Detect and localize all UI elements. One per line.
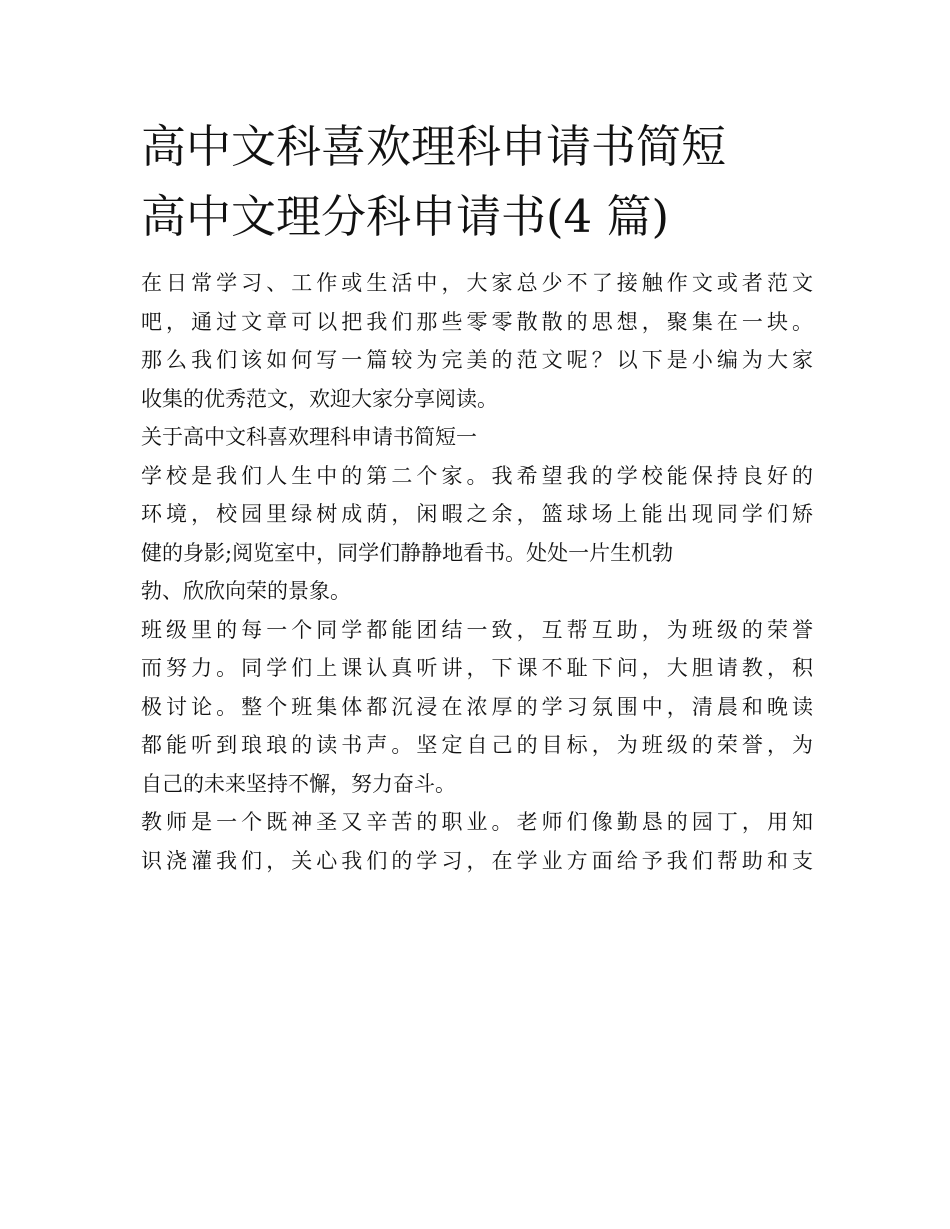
text-line: 班级里的每一个同学都能团结一致，互帮互助，为班级的荣誉: [141, 617, 813, 642]
document-body: [141, 264, 813, 880]
text-line: 教师是一个既神圣又辛苦的职业。老师们像勤恳的园丁，用知: [141, 810, 813, 834]
text-line: 收集的优秀范文，欢迎大家分享阅读。: [141, 386, 498, 411]
paragraph-teachers: [141, 803, 813, 880]
text-line: 而努力。同学们上课认真听讲，下课不耻下问，大胆请教，积: [141, 656, 813, 680]
paragraph-intro: [141, 264, 813, 418]
text-line: 都能听到琅琅的读书声。坚定自己的目标，为班级的荣誉，为: [141, 733, 813, 757]
document-title: [141, 112, 813, 252]
text-line: 自己的未来坚持不懈，努力奋斗。: [141, 771, 456, 796]
text-line: 关于高中文科喜欢理科申请书简短一: [141, 425, 477, 449]
text-line: 识浇灌我们，关心我们的学习，在学业方面给予我们帮助和支: [141, 848, 813, 873]
text-line: 极讨论。整个班集体都沉浸在浓厚的学习氛围中，清晨和晚读: [141, 694, 813, 719]
text-line: 健的身影;阅览室中，同学们静静地看书。处处一片生机勃: [141, 540, 674, 565]
title-line: 高中文科喜欢理科申请书简短: [141, 120, 727, 173]
section-heading: [141, 418, 813, 457]
text-line: 勃、欣欣向荣的景象。: [141, 579, 351, 603]
text-line: 环境，校园里绿树成荫，闲暇之余，篮球场上能出现同学们矫: [141, 502, 813, 526]
document-page: [141, 112, 813, 880]
title-line: 高中文理分科申请书(4 篇): [141, 190, 670, 243]
text-line: 在日常学习、工作或生活中，大家总少不了接触作文或者范文: [141, 271, 813, 295]
paragraph-class: [141, 611, 813, 804]
text-line: 学校是我们人生中的第二个家。我希望我的学校能保持良好的: [141, 463, 813, 488]
text-line: 吧，通过文章可以把我们那些零零散散的思想，聚集在一块。: [141, 309, 813, 334]
paragraph-school: [141, 457, 813, 611]
text-line: 那么我们该如何写一篇较为完美的范文呢？以下是小编为大家: [141, 348, 813, 372]
